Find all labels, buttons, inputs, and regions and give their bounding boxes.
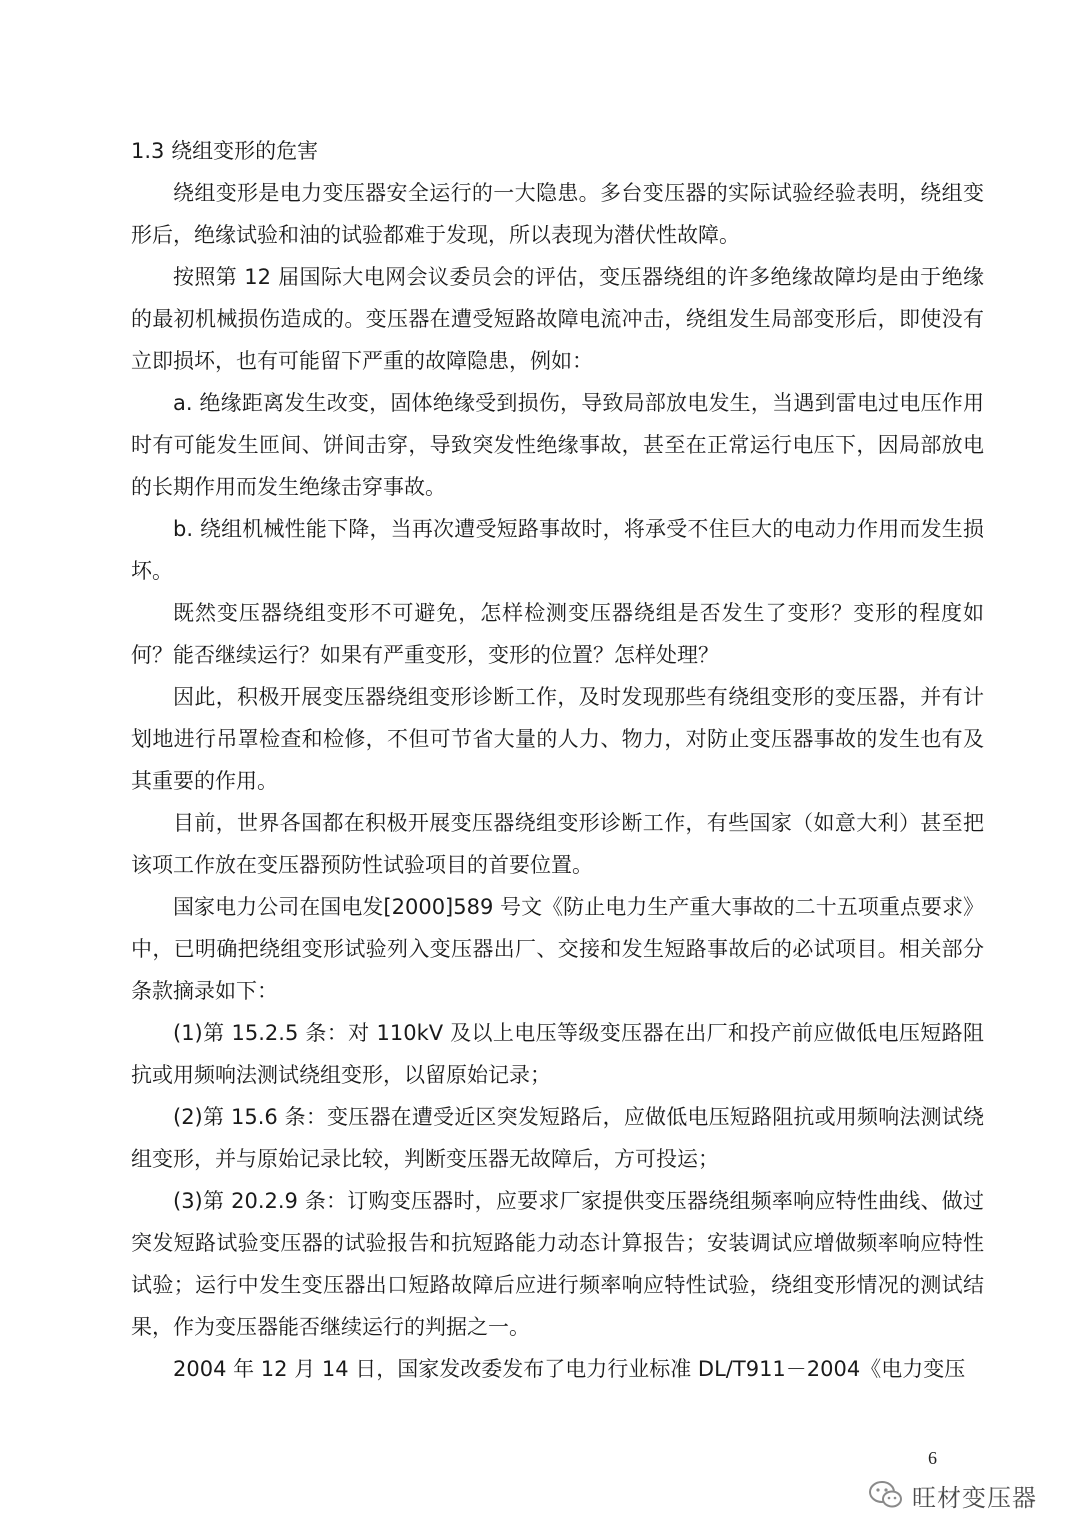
section-title: 1.3 绕组变形的危害: [131, 139, 319, 163]
paragraph-9: (1)第 15.2.5 条：对 110kV 及以上电压等级变压器在出厂和投产前应做低电压短路阻抗或用频响法测试绕组变形，以留原始记录；: [131, 1021, 984, 1087]
paragraph-1: 绕组变形是电力变压器安全运行的一大隐患。多台变压器的实际试验经验表明，绕组变形后，绝缘试验和油的试验都难于发现，所以表现为潜伏性故障。: [131, 181, 984, 247]
paragraph-5: 既然变压器绕组变形不可避免，怎样检测变压器绕组是否发生了变形？变形的程度如何？能否继续运行？如果有严重变形，变形的位置？怎样处理？: [131, 601, 984, 667]
wechat-icon: [868, 1480, 904, 1510]
watermark-text: 旺材变压器: [912, 1483, 1037, 1512]
paragraph-11: (3)第 20.2.9 条：订购变压器时，应要求厂家提供变压器绕组频率响应特性曲线、做过突发短路试验变压器的试验报告和抗短路能力动态计算报告；安装调试应增做频率响应特性试验；运行中发生变压器出口短路故障后应进行频率响应特性试验，绕组变形情况的测试结果，作为变压器能否继续运行的判据之一。: [131, 1189, 984, 1339]
paragraph-8: 国家电力公司在国电发[2000]589 号文《防止电力生产重大事故的二十五项重点要求》中，已明确把绕组变形试验列入变压器出厂、交接和发生短路事故后的必试项目。相关部分条款摘录如下：: [131, 895, 984, 1003]
paragraph-7: 目前，世界各国都在积极开展变压器绕组变形诊断工作，有些国家（如意大利）甚至把该项工作放在变压器预防性试验项目的首要位置。: [131, 811, 984, 877]
page-number: 6: [928, 1448, 937, 1468]
paragraph-2: 按照第 12 届国际大电网会议委员会的评估，变压器绕组的许多绝缘故障均是由于绝缘的最初机械损伤造成的。变压器在遭受短路故障电流冲击，绕组发生局部变形后，即使没有立即损坏，也有可能留下严重的故障隐患，例如：: [131, 265, 984, 373]
paragraph-3: a. 绝缘距离发生改变，固体绝缘受到损伤，导致局部放电发生，当遇到雷电过电压作用时有可能发生匝间、饼间击穿，导致突发性绝缘事故，甚至在正常运行电压下，因局部放电的长期作用而发生绝缘击穿事故。: [131, 391, 984, 499]
paragraph-12: 2004 年 12 月 14 日，国家发改委发布了电力行业标准 DL/T911－2004《电力变压: [173, 1357, 966, 1381]
paragraph-10: (2)第 15.6 条：变压器在遭受近区突发短路后，应做低电压短路阻抗或用频响法测试绕组变形，并与原始记录比较，判断变压器无故障后，方可投运；: [131, 1105, 984, 1171]
paragraph-4: b. 绕组机械性能下降，当再次遭受短路事故时，将承受不住巨大的电动力作用而发生损坏。: [131, 517, 984, 583]
document-body: [131, 130, 984, 1390]
watermark: [868, 1478, 1037, 1512]
paragraph-6: 因此，积极开展变压器绕组变形诊断工作，及时发现那些有绕组变形的变压器，并有计划地进行吊罩检查和检修，不但可节省大量的人力、物力，对防止变压器事故的发生也有及其重要的作用。: [131, 685, 984, 793]
